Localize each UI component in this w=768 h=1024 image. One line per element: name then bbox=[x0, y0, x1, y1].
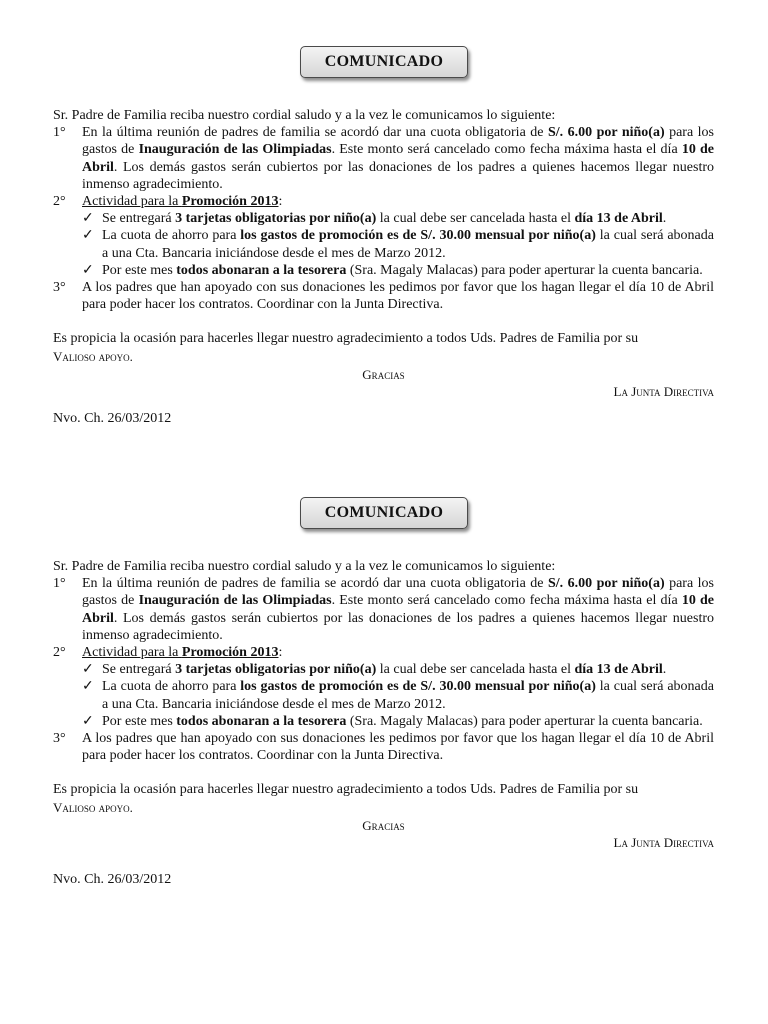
date: Nvo. Ch. 26/03/2012 bbox=[53, 411, 172, 427]
check-item-2: ✓ La cuota de ahorro para los gastos de promoción es de S/. 30.00 mensual por niño(a) la cual será abonada a una Cta. Bancaria iniciándose desde el mes de Marzo 2012. bbox=[82, 228, 714, 261]
item-number: 1° bbox=[53, 125, 66, 141]
thanks-text: Gracias bbox=[362, 817, 405, 833]
item-2 bbox=[53, 644, 714, 661]
item-2 bbox=[53, 193, 714, 210]
item-1-text: En la última reunión de padres de familia se acordó dar una cuota obligatoria de S/. 6.00 por niño(a) para los gastos de Inauguración de las Olimpiadas. Este monto será cancelado como fecha máxima hasta el día 10 de Abril. Los demás gastos serán cubiertos por las donaciones de los padres a quienes hacemos llegar nuestro inmenso agradecimiento. bbox=[82, 576, 714, 643]
item-3 bbox=[53, 730, 714, 764]
item-1-text: En la última reunión de padres de familia se acordó dar una cuota obligatoria de S/. 6.00 por niño(a) para los gastos de Inauguración de las Olimpiadas. Este monto será cancelado como fecha máxima hasta el día 10 de Abril. Los demás gastos serán cubiertos por las donaciones de los padres a quienes hacemos llegar nuestro inmenso agradecimiento. bbox=[82, 125, 714, 192]
check-item-3: ✓ Por este mes todos abonaran a la tesorera (Sra. Magaly Malacas) para poder aperturar la cuenta bancaria. bbox=[82, 262, 703, 278]
notice-content bbox=[53, 107, 714, 427]
closing-text: Es propicia la ocasión para hacerles llegar nuestro agradecimiento a todos Uds. Padres de Familia por su Valioso apoyo. bbox=[53, 331, 639, 364]
item-1 bbox=[53, 124, 714, 193]
date: Nvo. Ch. 26/03/2012 bbox=[53, 872, 172, 888]
notice-title: COMUNICADO bbox=[324, 53, 444, 70]
checkmark-icon: ✓ bbox=[82, 713, 94, 729]
notice-bottom bbox=[0, 497, 768, 888]
checkmark-icon: ✓ bbox=[82, 679, 94, 695]
checkmark-icon: ✓ bbox=[82, 228, 94, 244]
item-number: 2° bbox=[53, 194, 66, 210]
check-item-2: ✓ La cuota de ahorro para los gastos de promoción es de S/. 30.00 mensual por niño(a) la cual será abonada a una Cta. Bancaria iniciándose desde el mes de Marzo 2012. bbox=[82, 679, 714, 712]
item-2-heading: Actividad para la Promoción 2013: bbox=[82, 645, 283, 661]
item-2-heading: Actividad para la Promoción 2013: bbox=[82, 194, 283, 210]
thanks-text: Gracias bbox=[362, 366, 405, 382]
closing-text: Es propicia la ocasión para hacerles llegar nuestro agradecimiento a todos Uds. Padres de Familia por su Valioso apoyo. bbox=[53, 782, 639, 815]
item-3-text: A los padres que han apoyado con sus donaciones les pedimos por favor que los hagan llegar el día 10 de Abril para poder hacer los contratos. Coordinar con la Junta Directiva. bbox=[82, 731, 714, 764]
signature: La Junta Directiva bbox=[613, 384, 714, 400]
notice-title: COMUNICADO bbox=[324, 504, 444, 521]
check-item-1: ✓ Se entregará 3 tarjetas obligatorias por niño(a) la cual debe ser cancelada hasta el día 13 de Abril. bbox=[82, 211, 667, 227]
checkmark-icon: ✓ bbox=[82, 662, 94, 678]
item-3 bbox=[53, 279, 714, 313]
item-number: 2° bbox=[53, 645, 66, 661]
checkmark-icon: ✓ bbox=[82, 211, 94, 227]
check-item-1: ✓ Se entregará 3 tarjetas obligatorias por niño(a) la cual debe ser cancelada hasta el día 13 de Abril. bbox=[82, 662, 667, 678]
notice-title-box bbox=[300, 46, 468, 78]
greeting: Sr. Padre de Familia reciba nuestro cordial saludo y a la vez le comunicamos lo siguiente: bbox=[53, 108, 556, 123]
notice-top bbox=[0, 46, 768, 427]
notice-title-box bbox=[300, 497, 468, 529]
item-number: 3° bbox=[53, 731, 66, 747]
signature: La Junta Directiva bbox=[613, 835, 714, 851]
item-1 bbox=[53, 575, 714, 644]
item-3-text: A los padres que han apoyado con sus donaciones les pedimos por favor que los hagan llegar el día 10 de Abril para poder hacer los contratos. Coordinar con la Junta Directiva. bbox=[82, 280, 714, 313]
item-number: 1° bbox=[53, 576, 66, 592]
item-number: 3° bbox=[53, 280, 66, 296]
notice-content bbox=[53, 558, 714, 888]
check-item-3: ✓ Por este mes todos abonaran a la tesorera (Sra. Magaly Malacas) para poder aperturar la cuenta bancaria. bbox=[82, 713, 703, 729]
greeting: Sr. Padre de Familia reciba nuestro cordial saludo y a la vez le comunicamos lo siguiente: bbox=[53, 559, 556, 574]
checkmark-icon: ✓ bbox=[82, 262, 94, 278]
